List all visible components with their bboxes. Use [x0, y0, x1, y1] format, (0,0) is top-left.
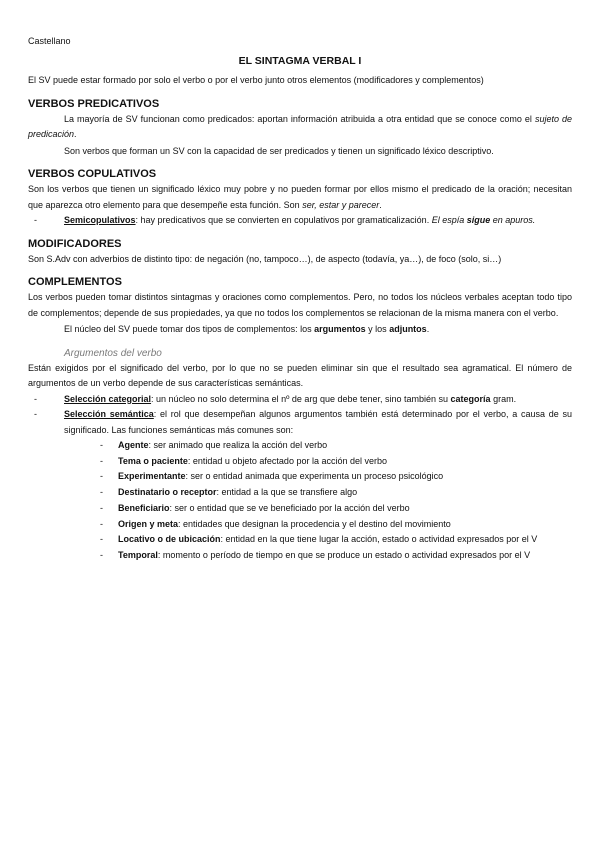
list-item: - Tema o paciente: entidad u objeto afectado por la acción del verbo: [100, 455, 387, 466]
list-item: - Selección semántica: el rol que desempeñan algunos argumentos también está determinado por el verbo, a causa de su significado. Las funciones semánticas más comunes son:: [34, 409, 573, 435]
list-item: - Experimentante: ser o entidad animada que experimenta un proceso psicológico: [100, 471, 444, 482]
list-item: - Selección categorial: un núcleo no solo determina el nº de arg que debe tener, sino también su categoría gram.: [28, 392, 572, 408]
predicativos-paragraph-1: La mayoría de SV funcionan como predicados: aportan información atribuida a otra entidad que se conoce como el sujeto de predicación.: [28, 113, 573, 139]
argumentos-list: [28, 392, 572, 439]
predicativos-paragraph-2: Son verbos que forman un SV con la capacidad de ser predicados y tienen un significado léxico descriptivo.: [64, 145, 494, 156]
list-item: - Locativo o de ubicación: entidad en la que tiene lugar la acción, estado o actividad expresados por el V: [100, 534, 538, 545]
list-item: - Temporal: momento o período de tiempo en que se produce un estado o actividad expresados por el V: [100, 549, 531, 560]
subject-label: Castellano: [28, 36, 71, 46]
bullet-dash: -: [34, 409, 37, 419]
list-item: - Destinatario o receptor: entidad a la que se transfiere algo: [100, 487, 358, 498]
list-item: - Origen y meta: entidades que designan la procedencia y el destino del movimiento: [100, 518, 451, 529]
modificadores-paragraph: Son S.Adv con adverbios de distinto tipo: de negación (no, tampoco…), de aspecto (todavía, ya…), de foco (solo, si…): [28, 253, 502, 264]
bullet-dash: -: [34, 393, 37, 404]
copulativos-list: [28, 213, 572, 229]
intro-paragraph: El SV puede estar formado por solo el verbo o por el verbo junto otros elementos (modificadores y complementos): [28, 75, 484, 85]
complementos-paragraph-1: Los verbos pueden tomar distintos sintagmas y oraciones como complementos. Pero, no todos los núcleos verbales aceptan todo tipo de complementos; depende de sus propiedades, ya que no todos los complementos se relacionan de la misma manera con el verbo.: [28, 292, 572, 318]
heading-complementos: COMPLEMENTOS: [28, 276, 122, 288]
page-title: EL SINTAGMA VERBAL I: [238, 54, 362, 67]
copulativos-paragraph: Son los verbos que tienen un significado léxico muy pobre y no pueden formar por ellos mismo el predicado de la oración; necesitan que aparezca otro elemento para que desempeñe esta función. Son ser, estar y parecer.: [28, 184, 572, 210]
list-item: - Agente: ser animado que realiza la acción del verbo: [100, 440, 328, 450]
complementos-paragraph-2: El núcleo del SV puede tomar dos tipos de complementos: los argumentos y los adjuntos.: [64, 324, 430, 334]
heading-predicativos: VERBOS PREDICATIVOS: [28, 97, 160, 110]
bullet-dash: -: [34, 215, 37, 225]
heading-copulativos: VERBOS COPULATIVOS: [28, 168, 157, 180]
list-item: - Semicopulativos: hay predicativos que se convierten en copulativos por gramaticalización. El espía sigue en apuros.: [28, 213, 572, 229]
list-item: - Beneficiario: ser o entidad que se ve beneficiado por la acción del verbo: [100, 502, 410, 513]
roles-list: [100, 438, 572, 564]
subheading-argumentos: Argumentos del verbo: [64, 347, 162, 359]
argumentos-paragraph: Están exigidos por el significado del verbo, por lo que no se pueden eliminar sin que el resultado sea agramatical. El número de argumentos de un verbo depende de sus características semánticas.: [28, 362, 572, 388]
document-page: [28, 34, 572, 564]
heading-modificadores: MODIFICADORES: [28, 237, 122, 250]
